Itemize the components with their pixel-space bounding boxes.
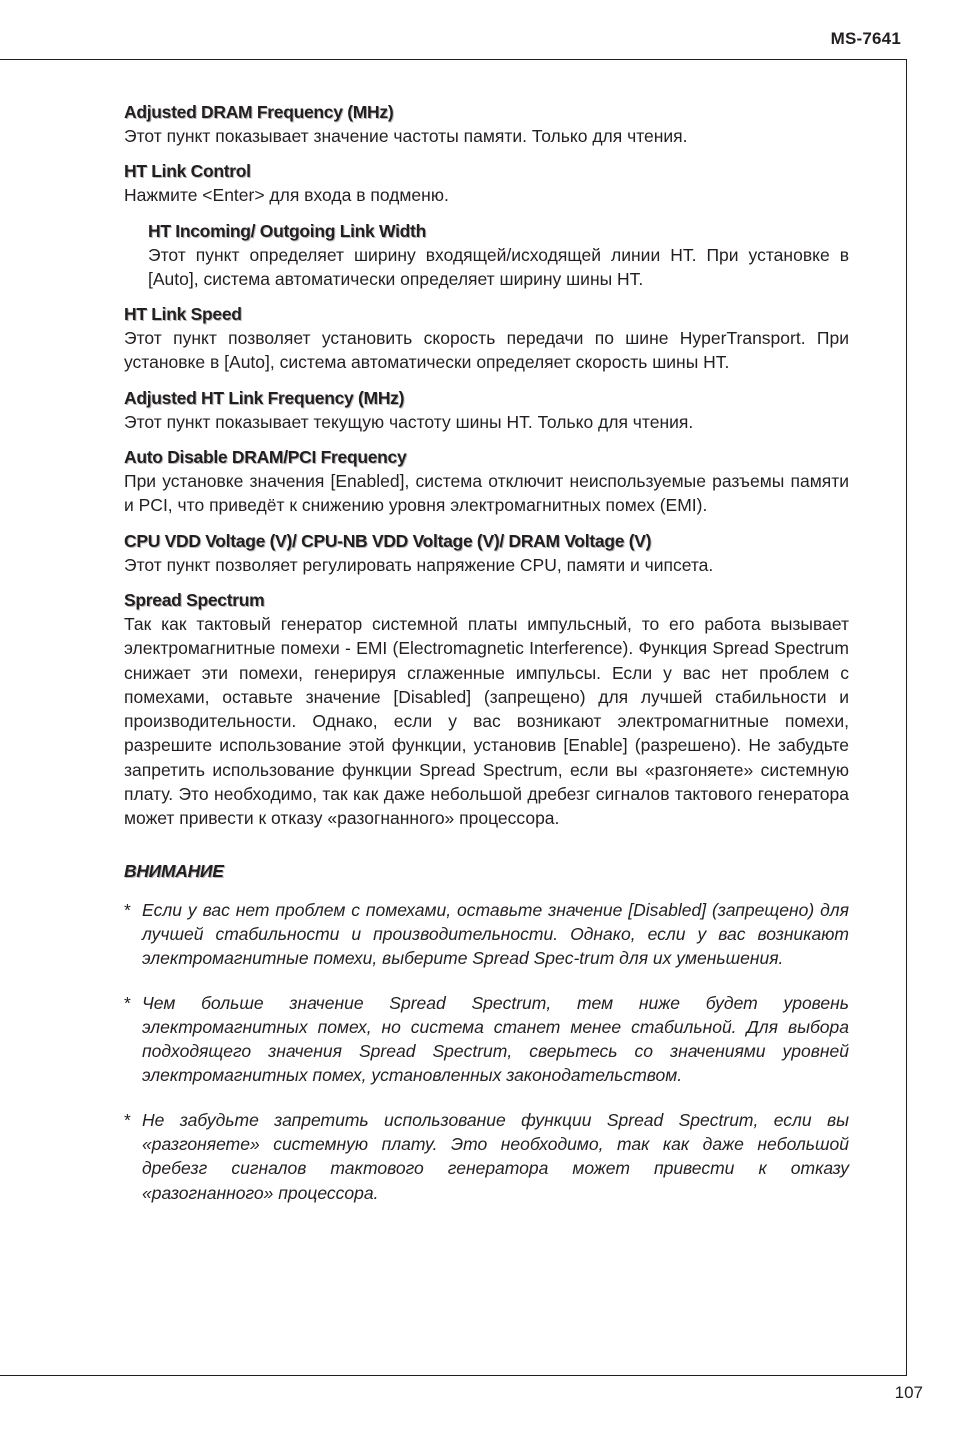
notice-item-text: Чем больше значение Spread Spectrum, тем ниже будет уровень электромагнитных помех, но система станет менее стабильной. Для выбора подходящего значения Spread Spectrum, сверьтесь со значениями уровней электромагнитных помех, установленных законодательством. [142, 992, 849, 1086]
section-ht-link-width [124, 219, 849, 292]
section-heading: HT Incoming/ Outgoing Link Width [148, 220, 426, 241]
section-voltages [124, 529, 849, 577]
notice-heading: ВНИМАНИЕ [124, 860, 224, 881]
notice-item-text: Не забудьте запретить использование функции Spread Spectrum, если вы «разгоняете» системную плату. Это необходимо, так как даже небольшой дребезг сигналов тактового генератора может привести к отказу «разогнанного» процессора. [142, 1109, 849, 1203]
section-heading: Auto Disable DRAM/PCI Frequency [124, 447, 407, 468]
section-body: Нажмите <Enter> для входа в подменю. [124, 185, 449, 206]
manual-content [124, 100, 849, 1225]
section-heading: HT Link Speed [124, 304, 242, 325]
section-heading: Spread Spectrum [124, 589, 265, 610]
right-rule [906, 59, 907, 1376]
section-ht-link-control [124, 159, 849, 207]
bullet-asterisk: * [124, 899, 131, 920]
section-body: При установке значения [Enabled], система отключит неиспользуемые разъемы памяти и PCI, что приведёт к снижению уровня электромагнитных помех (EMI). [124, 471, 849, 516]
bullet-asterisk: * [124, 992, 131, 1013]
notice-item [124, 898, 849, 971]
model-number: MS-7641 [830, 29, 901, 48]
top-rule [0, 59, 907, 60]
section-body: Этот пункт определяет ширину входящей/исходящей линии HT. При установке в [Auto], система автоматически определяет ширину шины HT. [148, 244, 849, 289]
section-heading: Adjusted HT Link Frequency (MHz) [124, 387, 405, 408]
section-heading: CPU VDD Voltage (V)/ CPU-NB VDD Voltage (V)/ DRAM Voltage (V) [124, 530, 652, 551]
section-body: Так как тактовый генератор системной платы импульсный, то его работа вызывает электромагнитные помехи - EMI (Electromagnetic Interference). Функция Spread Spectrum снижает эти помехи, генерируя сглаженные импульсы. Если у вас нет проблем с помехами, оставьте значение [Disabled] (запрещено) для лучшей стабильности и производительности. Однако, если у вас возникают электромагнитные помехи, разрешите использование этой функции, установив [Enable] (разрешено). Не забудьте запретить использование функции Spread Spectrum, если вы «разгоняете» системную плату. Это необходимо, так как даже небольшой дребезг сигналов тактового генератора может привести к отказу «разогнанного» процессора. [124, 613, 849, 829]
section-heading: Adjusted DRAM Frequency (MHz) [124, 102, 394, 122]
section-spread-spectrum [124, 588, 849, 831]
page-number: 107 [894, 1383, 923, 1402]
section-auto-disable-dram-pci [124, 445, 849, 518]
section-body: Этот пункт позволяет регулировать напряжение CPU, памяти и чипсета. [124, 554, 714, 575]
section-adjusted-dram-frequency [124, 100, 849, 148]
notice-item-text: Если у вас нет проблем с помехами, оставьте значение [Disabled] (запрещено) для лучшей стабильности и производительности. Однако, если у вас возникают электромагнитные помехи, выберите Spread Spec-trum для их уменьшения. [142, 899, 849, 969]
section-body: Этот пункт позволяет установить скорость передачи по шине HyperTransport. При установке в [Auto], система автоматически определяет скорость шины HT. [124, 328, 849, 373]
section-ht-link-speed [124, 302, 849, 375]
section-adjusted-ht-link-frequency [124, 386, 849, 434]
bottom-rule [0, 1375, 907, 1376]
section-body: Этот пункт показывает значение частоты памяти. Только для чтения. [124, 126, 688, 146]
notice-list [124, 898, 849, 1205]
notice-item [124, 991, 849, 1088]
section-body: Этот пункт показывает текущую частоту шины HT. Только для чтения. [124, 411, 694, 432]
notice-item [124, 1108, 849, 1205]
bullet-asterisk: * [124, 1109, 131, 1130]
section-heading: HT Link Control [124, 161, 251, 182]
